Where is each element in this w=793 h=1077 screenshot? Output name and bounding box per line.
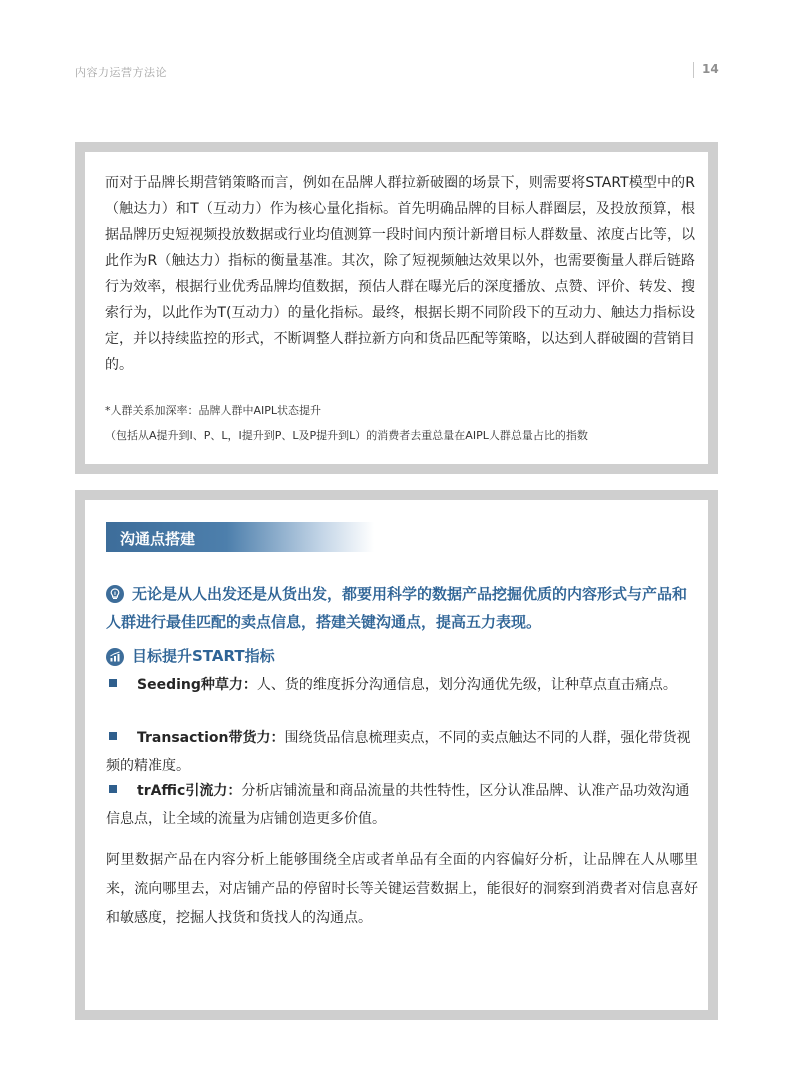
section-banner (106, 522, 374, 552)
bullet-text: 人、货的维度拆分沟通信息，划分沟通优先级，让种草点直击痛点。 (256, 677, 677, 693)
strategy-box (75, 142, 718, 474)
square-bullet-icon (109, 785, 117, 793)
data-product-paragraph: 阿里数据产品在内容分析上能够围绕全店或者单品有全面的内容偏好分析，让品牌在人从哪里来，流向哪里去，对店铺产品的停留时长等关键运营数据上，能很好的洞察到消费者对信息喜好和敏感度，挖掘人找货和货找人的沟通点。 (106, 852, 698, 926)
square-bullet-icon (109, 679, 117, 687)
communication-box (75, 490, 718, 1020)
communication-box-content (85, 500, 708, 1010)
section-title: 沟通点搭建 (120, 530, 196, 548)
bullet-label: Seeding种草力： (137, 677, 257, 693)
bullet-text: 围绕货品信息梳理卖点，不同的卖点触达不同的人群，强化带货视频的精准度。 (106, 730, 691, 774)
target-heading: 目标提升START指标 (132, 647, 275, 665)
bullet-item-seeding (106, 671, 698, 699)
bullet-text: 分析店铺流量和商品流量的共性特性，区分认准品牌、认准产品功效沟通信息点，让全域的流量为店铺创造更多价值。 (106, 783, 690, 827)
strategy-box-content (85, 152, 708, 464)
strategy-paragraph: 而对于品牌长期营销策略而言，例如在品牌人群拉新破圈的场景下，则需要将START模型中的R（触达力）和T（互动力）作为核心量化指标。首先明确品牌的目标人群圈层，及投放预算，根据品牌历史短视频投放数据或行业均值测算一段时间内预计新增目标人群数量、浓度占比等，以此作为R（触达力）指标的衡量基准。其次，除了短视频触达效果以外，也需要衡量人群后链路行为效率，根据行业优秀品牌均值数据，预估人群在曝光后的深度播放、点赞、评价、转发、搜索行为，以此作为T(互动力）的量化指标。最终，根据长期不同阶段下的互动力、触达力指标设定，并以持续监控的形式，不断调整人群拉新方向和货品匹配等策略，以达到人群破圈的营销目的。 (105, 175, 695, 373)
footnote-line-1: *人群关系加深率：品牌人群中AIPL状态提升 (105, 404, 322, 417)
bullet-label: trAffic引流力： (137, 783, 242, 799)
square-bullet-icon (109, 732, 117, 740)
bullet-item-traffic (106, 777, 698, 833)
highlight-statement: 无论是从人出发还是从货出发，都要用科学的数据产品挖掘优质的内容形式与产品和人群进行最佳匹配的卖点信息，搭建关键沟通点，提高五力表现。 (106, 585, 688, 631)
footnote-line-2: （包括从A提升到I、P、L，I提升到P、L及P提升到L）的消费者去重总量在AIPL人群总量占比的指数 (105, 429, 588, 442)
lightbulb-icon (106, 585, 124, 603)
page-number: 14 (702, 62, 719, 76)
bullet-label: Transaction带货力： (137, 730, 285, 746)
growth-chart-icon (106, 648, 124, 666)
bullet-item-transaction (106, 724, 698, 780)
header-divider (693, 62, 694, 78)
document-title: 内容力运营方法论 (75, 66, 167, 79)
